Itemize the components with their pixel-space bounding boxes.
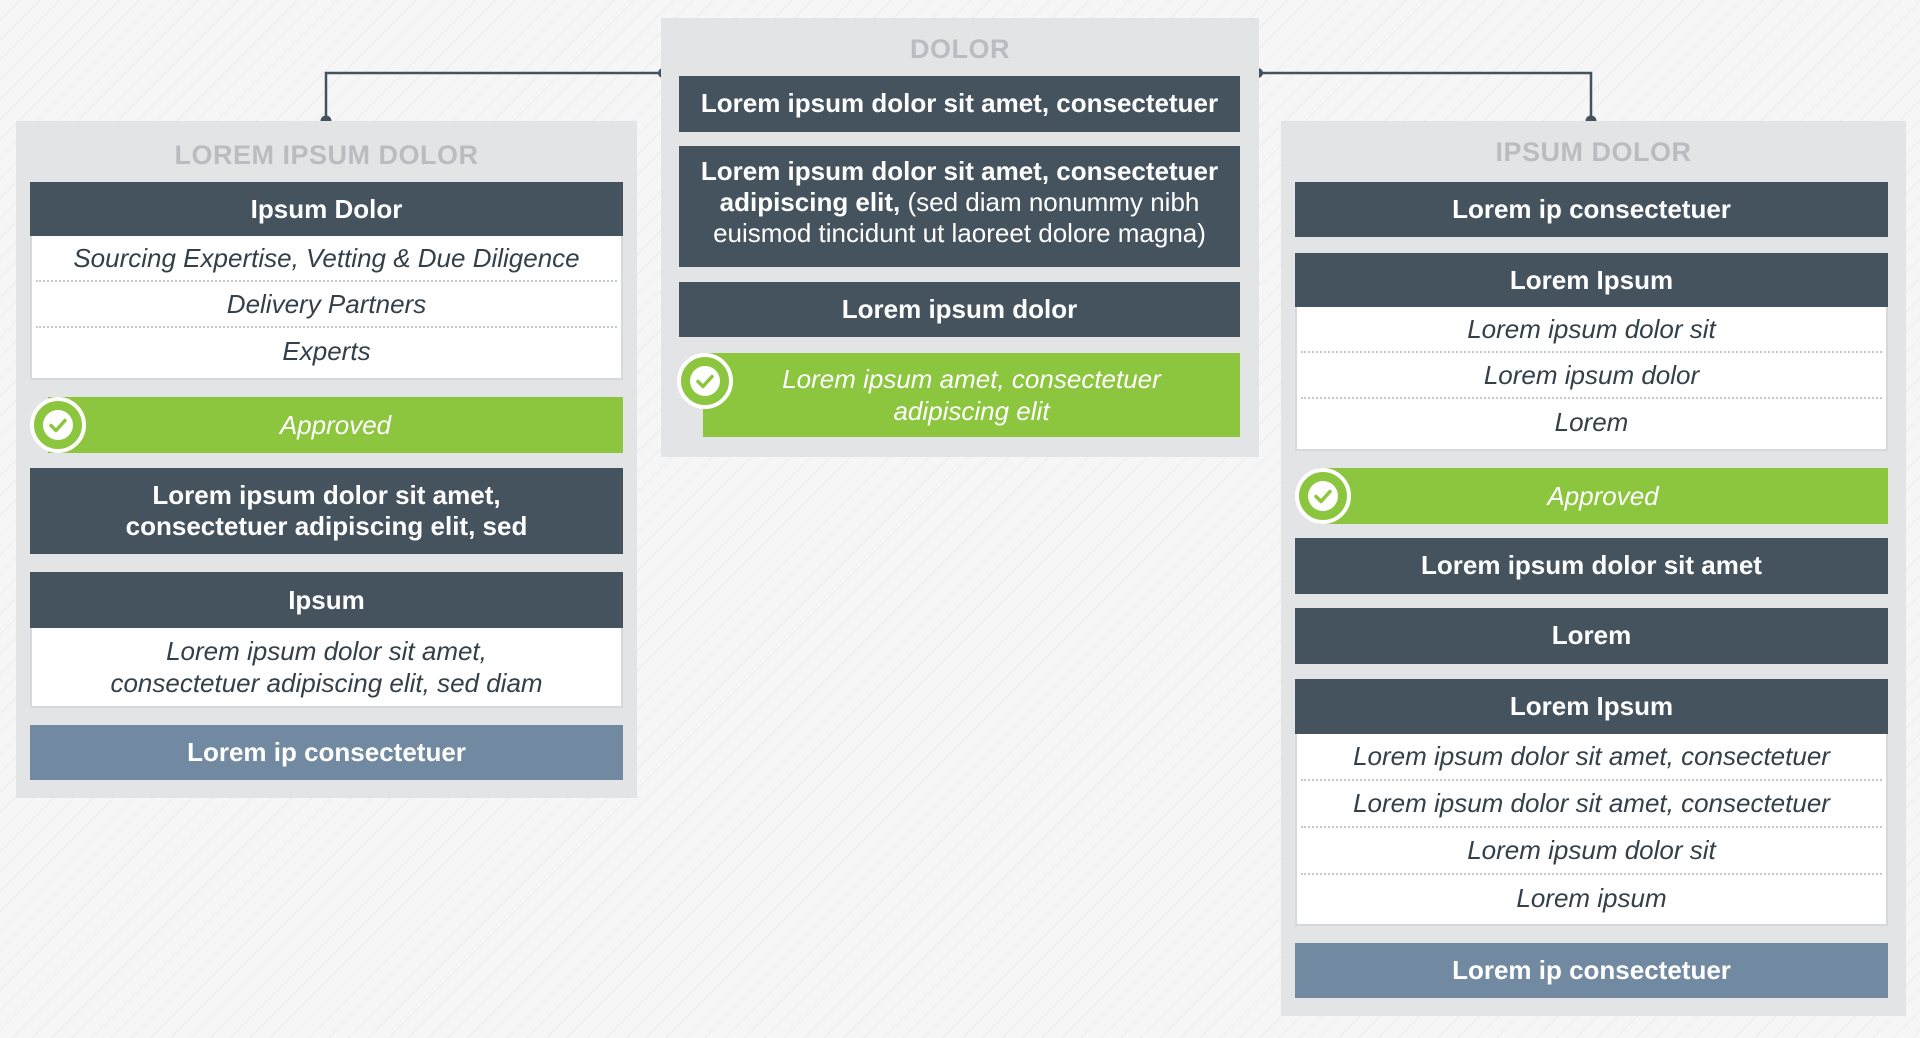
left-approved-badge — [48, 397, 623, 453]
center-panel-title: DOLOR — [910, 34, 1010, 64]
right-box-1: Lorem ip consectetuer — [1295, 182, 1888, 237]
left-card-ipsum-header: Ipsum — [30, 572, 623, 628]
list-item: Lorem ipsum dolor — [1301, 353, 1882, 399]
center-box-1: Lorem ipsum dolor sit amet, consectetuer — [679, 76, 1240, 132]
list-item: Lorem ipsum dolor sit — [1301, 828, 1882, 875]
list-item: Lorem ipsum dolor sit amet, consectetuer — [1301, 734, 1882, 781]
right-box-2: Lorem ipsum dolor sit amet — [1295, 538, 1888, 594]
right-approved-badge — [1318, 468, 1888, 524]
list-item: Sourcing Expertise, Vetting & Due Diligence — [36, 236, 617, 282]
left-card-sourcing-header: Ipsum Dolor — [30, 182, 623, 236]
right-footer-button[interactable]: Lorem ip consectetuer — [1295, 943, 1888, 998]
list-item: Lorem — [1554, 406, 1629, 437]
list-item: Lorem ipsum — [1516, 883, 1667, 914]
left-summary-box: Lorem ipsum dolor sit amet, consectetuer adipiscing elit, sed — [30, 468, 623, 554]
check-circle-icon — [677, 353, 733, 409]
right-approved-label: Approved — [1547, 480, 1659, 511]
center-box-2-detail: (sed diam nonummy nibh euismod tincidunt ut laoreet dolore magna) — [713, 187, 1206, 249]
check-circle-icon — [1295, 468, 1351, 524]
left-card-sourcing — [30, 182, 623, 380]
list-item: Lorem ipsum dolor sit — [1301, 307, 1882, 353]
right-card-lorem-ipsum-2 — [1295, 679, 1888, 926]
right-panel-title: IPSUM DOLOR — [1495, 137, 1692, 167]
list-item: Lorem ipsum dolor sit amet, consectetuer — [1301, 781, 1882, 828]
center-approved-label: Lorem ipsum amet, consectetuer adipiscing elit — [782, 363, 1161, 426]
right-card-2-header: Lorem Ipsum — [1295, 679, 1888, 734]
center-approved-badge — [703, 353, 1240, 437]
right-box-3: Lorem — [1295, 608, 1888, 664]
list-item: Delivery Partners — [36, 282, 617, 328]
center-box-2-bold: Lorem ipsum dolor sit amet, consectetuer adipiscing elit, — [700, 156, 1219, 218]
center-box-3: Lorem ipsum dolor — [679, 282, 1240, 337]
center-box-2 — [679, 146, 1240, 267]
list-item: Experts — [282, 335, 371, 366]
left-approved-label: Approved — [279, 409, 392, 440]
left-card-ipsum — [30, 572, 623, 708]
list-item: Lorem ipsum dolor sit amet, consectetuer adipiscing elit, sed diam — [110, 635, 543, 698]
right-card-1-header: Lorem Ipsum — [1295, 253, 1888, 307]
right-card-lorem-ipsum-1 — [1295, 253, 1888, 451]
left-panel-title: LOREM IPSUM DOLOR — [174, 140, 479, 170]
check-circle-icon — [30, 397, 86, 453]
left-footer-button[interactable]: Lorem ip consectetuer — [30, 725, 623, 780]
